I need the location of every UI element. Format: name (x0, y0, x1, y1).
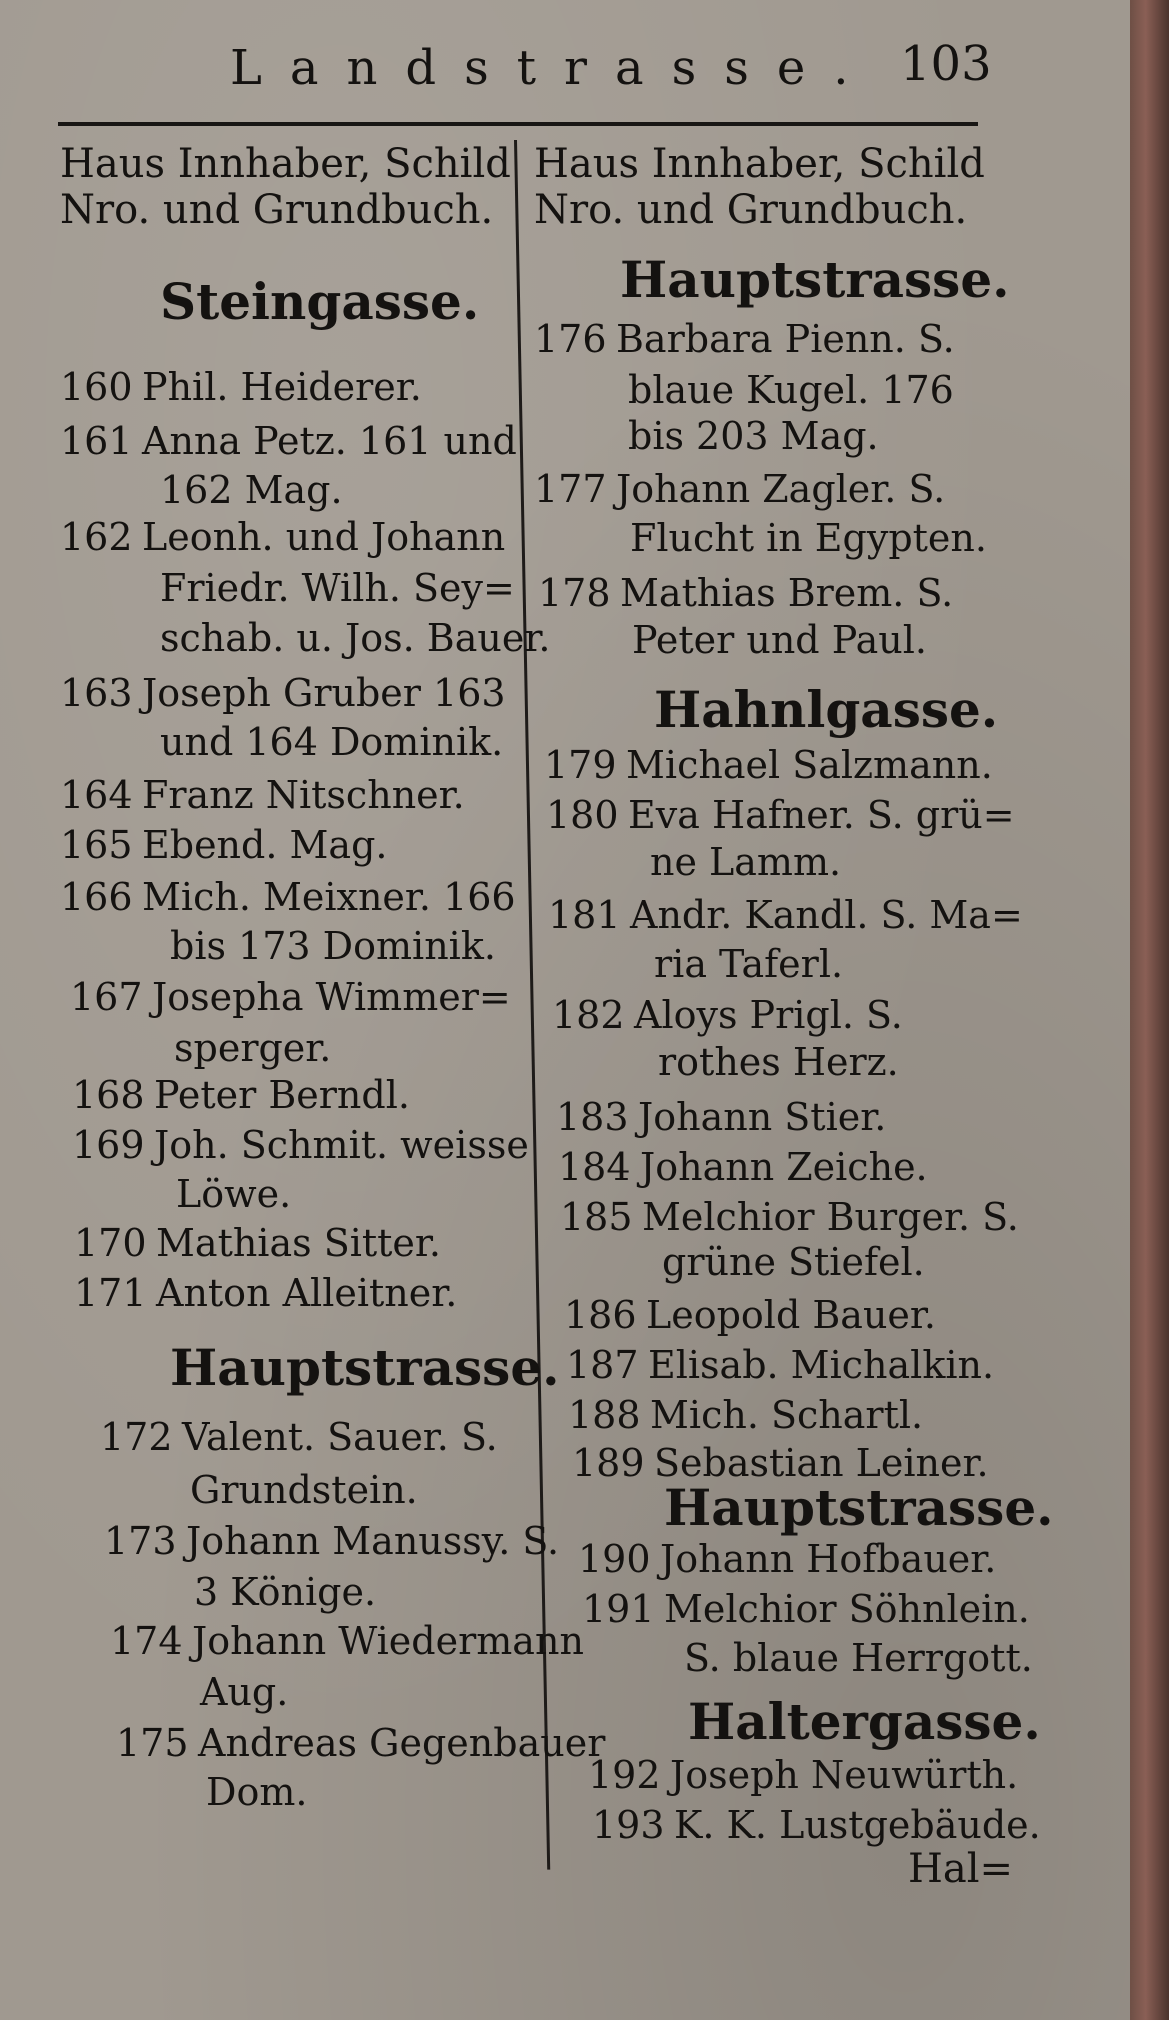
house-number: 175 (116, 1721, 189, 1765)
entry-continuation: bis 173 Dominik. (170, 924, 496, 968)
house-number: 162 (60, 515, 133, 559)
house-number: 193 (592, 1803, 665, 1847)
entry-text: Mathias Sitter. (156, 1221, 441, 1265)
list-item (568, 1390, 923, 1440)
entry-continuation: ria Taferl. (654, 942, 844, 986)
entry-text: Anna Petz. 161 und (142, 419, 517, 463)
entry-text: Johann Wiedermann (192, 1619, 584, 1663)
house-number: 180 (546, 793, 619, 837)
entry-text: K. K. Lustgebäude. (674, 1803, 1041, 1847)
entry-continuation: Flucht in Egypten. (630, 516, 987, 560)
page-number: 103 (900, 36, 992, 92)
page-edge (1130, 0, 1169, 2020)
list-item (60, 362, 422, 412)
entry-text: Joseph Gruber 163 (142, 671, 506, 715)
header-rule (58, 122, 978, 126)
house-number: 185 (560, 1195, 633, 1239)
entry-continuation: Löwe. (176, 1172, 292, 1216)
list-item (110, 1616, 584, 1666)
house-number: 186 (564, 1293, 637, 1337)
entry-text: Mich. Meixner. 166 (142, 875, 516, 919)
list-item (588, 1750, 1018, 1800)
list-item (560, 1192, 1019, 1242)
entry-text: Elisab. Michalkin. (648, 1343, 995, 1387)
entry-text: Aloys Prigl. S. (634, 993, 903, 1037)
house-number: 188 (568, 1393, 641, 1437)
entry-text: Michael Salzmann. (626, 743, 993, 787)
entry-continuation: und 164 Dominik. (160, 720, 504, 764)
column-header-line1: Haus Innhaber, Schild (60, 141, 511, 187)
column-header-line2: Nro. und Grundbuch. (60, 187, 494, 233)
house-number: 190 (578, 1537, 651, 1581)
list-item (104, 1516, 559, 1566)
list-item (564, 1290, 936, 1340)
section-heading: Haltergasse. (688, 1692, 1041, 1751)
list-item (74, 1218, 441, 1268)
section-heading: Hahnlgasse. (654, 680, 999, 739)
entry-text: Phil. Heiderer. (142, 365, 422, 409)
list-item (548, 890, 1023, 940)
list-item (566, 1340, 994, 1390)
entry-text: Mich. Schartl. (650, 1393, 924, 1437)
list-item (558, 1142, 928, 1192)
list-item (582, 1584, 1030, 1634)
list-item (60, 416, 517, 466)
entry-text: Johann Stier. (638, 1095, 887, 1139)
house-number: 174 (110, 1619, 183, 1663)
entry-text: Ebend. Mag. (142, 823, 388, 867)
house-number: 176 (534, 317, 607, 361)
entry-text: Andreas Gegenbauer (198, 1721, 606, 1765)
list-item (578, 1534, 996, 1584)
list-item (534, 314, 955, 364)
running-head: Landstrasse. (230, 40, 877, 96)
entry-text: Anton Alleitner. (156, 1271, 458, 1315)
list-item (60, 668, 506, 718)
entry-continuation: sperger. (174, 1026, 332, 1070)
entry-text: Johann Zeiche. (640, 1145, 928, 1189)
entry-continuation: 162 Mag. (160, 468, 343, 512)
list-item (552, 990, 903, 1040)
house-number: 189 (572, 1441, 645, 1485)
house-number: 172 (100, 1415, 173, 1459)
entry-text: Mathias Brem. S. (620, 571, 954, 615)
entry-text: Johann Hofbauer. (660, 1537, 997, 1581)
entry-text: Peter Berndl. (154, 1073, 410, 1117)
house-number: 183 (556, 1095, 629, 1139)
house-number: 184 (558, 1145, 631, 1189)
house-number: 179 (544, 743, 617, 787)
section-heading: Hauptstrasse. (664, 1478, 1054, 1537)
list-item (60, 820, 387, 870)
entry-continuation: grüne Stiefel. (662, 1240, 925, 1284)
entry-text: Leonh. und Johann (142, 515, 506, 559)
house-number: 166 (60, 875, 133, 919)
list-item (534, 464, 945, 514)
list-item (60, 770, 465, 820)
list-item (544, 740, 993, 790)
entry-text: Melchior Söhnlein. (664, 1587, 1030, 1631)
house-number: 173 (104, 1519, 177, 1563)
entry-text: Josepha Wimmer= (152, 975, 511, 1019)
house-number: 178 (538, 571, 611, 615)
list-item (116, 1718, 605, 1768)
house-number: 164 (60, 773, 133, 817)
entry-continuation: blaue Kugel. 176 (628, 368, 954, 412)
entry-continuation: Peter und Paul. (632, 618, 927, 662)
list-item (538, 568, 953, 618)
list-item (546, 790, 1015, 840)
list-item (70, 972, 511, 1022)
house-number: 161 (60, 419, 133, 463)
list-item (556, 1092, 886, 1142)
section-heading: Hauptstrasse. (620, 250, 1010, 309)
list-item (72, 1070, 410, 1120)
house-number: 171 (74, 1271, 147, 1315)
entry-text: Sebastian Leiner. (654, 1441, 989, 1485)
entry-continuation: Grundstein. (190, 1468, 418, 1512)
entry-continuation: Aug. (200, 1670, 289, 1714)
house-number: 160 (60, 365, 133, 409)
column-header-line1: Haus Innhaber, Schild (534, 141, 985, 187)
column-header-line2: Nro. und Grundbuch. (534, 187, 968, 233)
list-item (72, 1120, 529, 1170)
house-number: 182 (552, 993, 625, 1037)
section-heading: Steingasse. (160, 272, 480, 331)
house-number: 181 (548, 893, 621, 937)
entry-continuation: Friedr. Wilh. Sey= (160, 566, 515, 610)
house-number: 169 (72, 1123, 145, 1167)
entry-text: Andr. Kandl. S. Ma= (630, 893, 1023, 937)
entry-continuation: ne Lamm. (650, 840, 842, 884)
entry-continuation: S. blaue Herrgott. (684, 1636, 1033, 1680)
house-number: 163 (60, 671, 133, 715)
house-number: 177 (534, 467, 607, 511)
entry-continuation: schab. u. Jos. Bauer. (160, 616, 551, 660)
entry-continuation: Dom. (206, 1770, 308, 1814)
entry-text: Joh. Schmit. weisse (154, 1123, 529, 1167)
entry-text: Leopold Bauer. (646, 1293, 936, 1337)
section-heading: Hauptstrasse. (170, 1338, 560, 1397)
list-item (60, 512, 505, 562)
entry-text: Joseph Neuwürth. (670, 1753, 1019, 1797)
entry-continuation: bis 203 Mag. (628, 414, 879, 458)
entry-continuation: rothes Herz. (658, 1040, 899, 1084)
entry-text: Melchior Burger. S. (642, 1195, 1019, 1239)
entry-text: Barbara Pienn. S. (616, 317, 955, 361)
entry-text: Valent. Sauer. S. (182, 1415, 498, 1459)
house-number: 165 (60, 823, 133, 867)
entry-text: Eva Hafner. S. grü= (628, 793, 1015, 837)
house-number: 167 (70, 975, 143, 1019)
catchword: Hal= (908, 1846, 1014, 1892)
entry-text: Johann Manussy. S. (186, 1519, 560, 1563)
entry-text: Johann Zagler. S. (616, 467, 946, 511)
house-number: 191 (582, 1587, 655, 1631)
list-item (74, 1268, 457, 1318)
column-divider (514, 140, 550, 1870)
entry-text: Franz Nitschner. (142, 773, 465, 817)
house-number: 192 (588, 1753, 661, 1797)
list-item (100, 1412, 498, 1462)
house-number: 170 (74, 1221, 147, 1265)
house-number: 187 (566, 1343, 639, 1387)
list-item (60, 872, 516, 922)
list-item (592, 1800, 1041, 1850)
house-number: 168 (72, 1073, 145, 1117)
entry-continuation: 3 Könige. (194, 1570, 377, 1614)
